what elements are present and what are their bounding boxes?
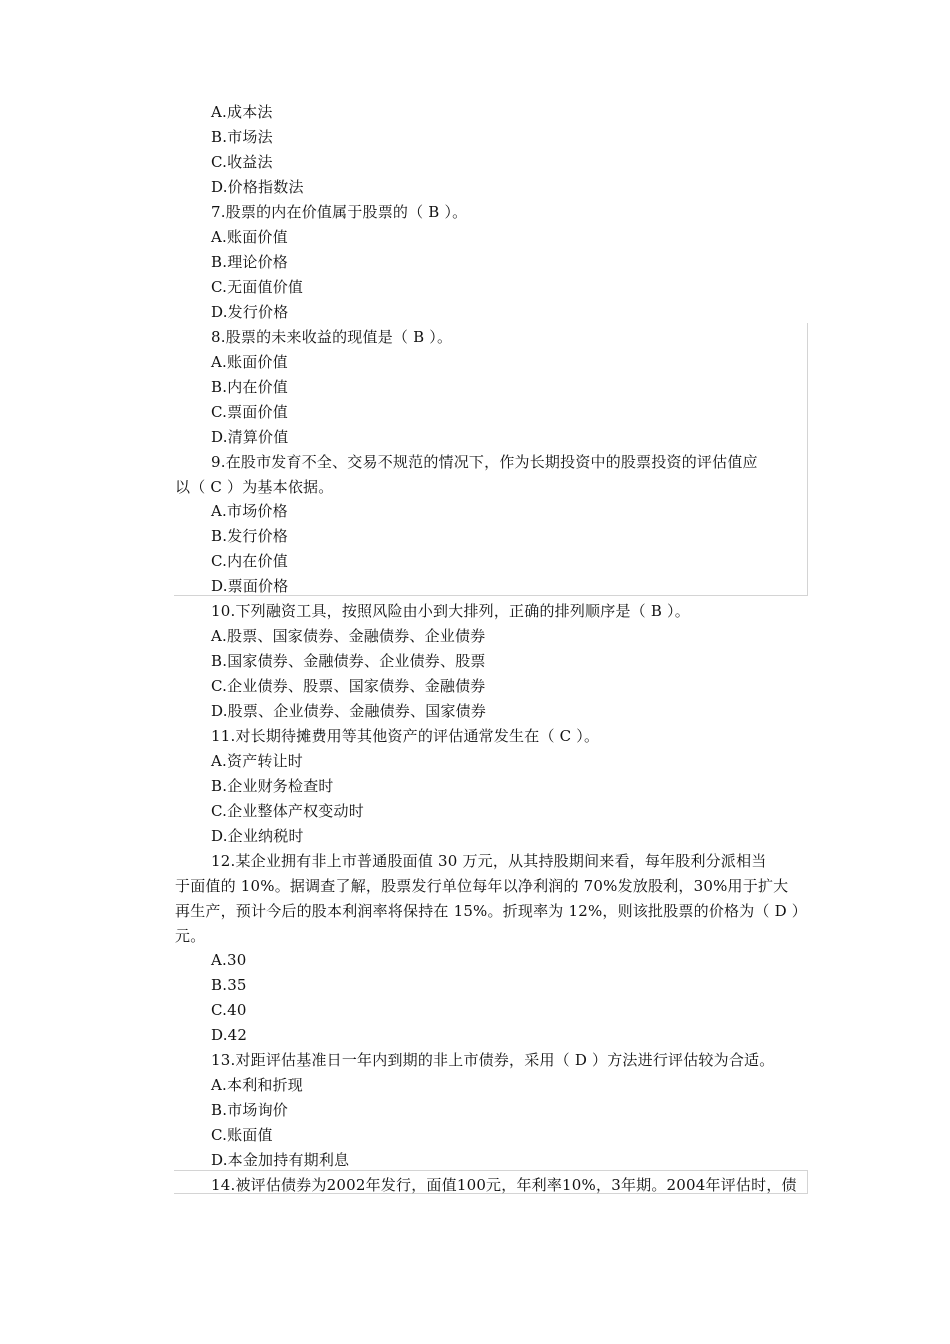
option-line: A.本利和折现 [211,1076,304,1094]
option-line: B.35 [211,976,247,994]
option-line: A.市场价格 [211,502,288,520]
option-line: C.内在价值 [211,552,288,570]
question-12: 12.某企业拥有非上市普通股面值 30 万元，从其持股期间来看，每年股利分派相当 [211,852,767,870]
option-line: D.发行价格 [211,303,289,321]
option-line: A.账面价值 [211,353,288,371]
question-12-continuation: 再生产，预计今后的股本利润率将保持在 15%。折现率为 12%，则该批股票的价格为（ D ） [175,902,807,920]
option-line: C.收益法 [211,153,273,171]
option-line: D.企业纳税时 [211,827,304,845]
question-10: 10.下列融资工具，按照风险由小到大排列，正确的排列顺序是（ B ）。 [211,602,690,620]
option-line: A.股票、国家债券、金融债券、企业债券 [211,627,486,645]
option-line: C.无面值价值 [211,278,304,296]
option-line: C.账面值 [211,1126,273,1144]
question-7: 7.股票的内在价值属于股票的（ B ）。 [211,203,468,221]
option-line: A.30 [211,951,247,969]
option-line: D.票面价格 [211,577,289,595]
option-line: D.价格指数法 [211,178,304,196]
question-11: 11.对长期待摊费用等其他资产的评估通常发生在（ C ）。 [211,727,600,745]
option-line: C.企业整体产权变动时 [211,802,364,820]
option-line: C.企业债券、股票、国家债券、金融债券 [211,677,486,695]
option-line: B.发行价格 [211,527,288,545]
question-12-continuation: 元。 [175,927,206,945]
option-line: D.股票、企业债券、金融债券、国家债券 [211,702,487,720]
option-line: C.票面价值 [211,403,288,421]
option-line: B.理论价格 [211,253,288,271]
option-line: C.40 [211,1001,247,1019]
question-9-continuation: 以（ C ）为基本依据。 [175,478,334,496]
option-line: B.国家债券、金融债券、企业债券、股票 [211,652,486,670]
option-line: A.成本法 [211,103,273,121]
option-line: D.清算价值 [211,428,289,446]
option-line: B.企业财务检查时 [211,777,334,795]
option-line: D.42 [211,1026,248,1044]
option-line: B.市场询价 [211,1101,288,1119]
option-line: B.市场法 [211,128,273,146]
option-line: B.内在价值 [211,378,288,396]
option-line: A.账面价值 [211,228,288,246]
question-12-continuation: 于面值的 10%。据调查了解，股票发行单位每年以净利润的 70%发放股利，30%用于扩大 [175,877,789,895]
option-line: A.资产转让时 [211,752,304,770]
question-9: 9.在股市发育不全、交易不规范的情况下，作为长期投资中的股票投资的评估值应 [211,453,758,471]
question-8: 8.股票的未来收益的现值是（ B ）。 [211,328,453,346]
question-14: 14.被评估债券为2002年发行，面值100元，年利率10%，3年期。2004年评估时，债 [211,1176,797,1194]
question-13: 13.对距评估基准日一年内到期的非上市债券，采用（ D ）方法进行评估较为合适。 [211,1051,775,1069]
option-line: D.本金加持有期利息 [211,1151,350,1169]
